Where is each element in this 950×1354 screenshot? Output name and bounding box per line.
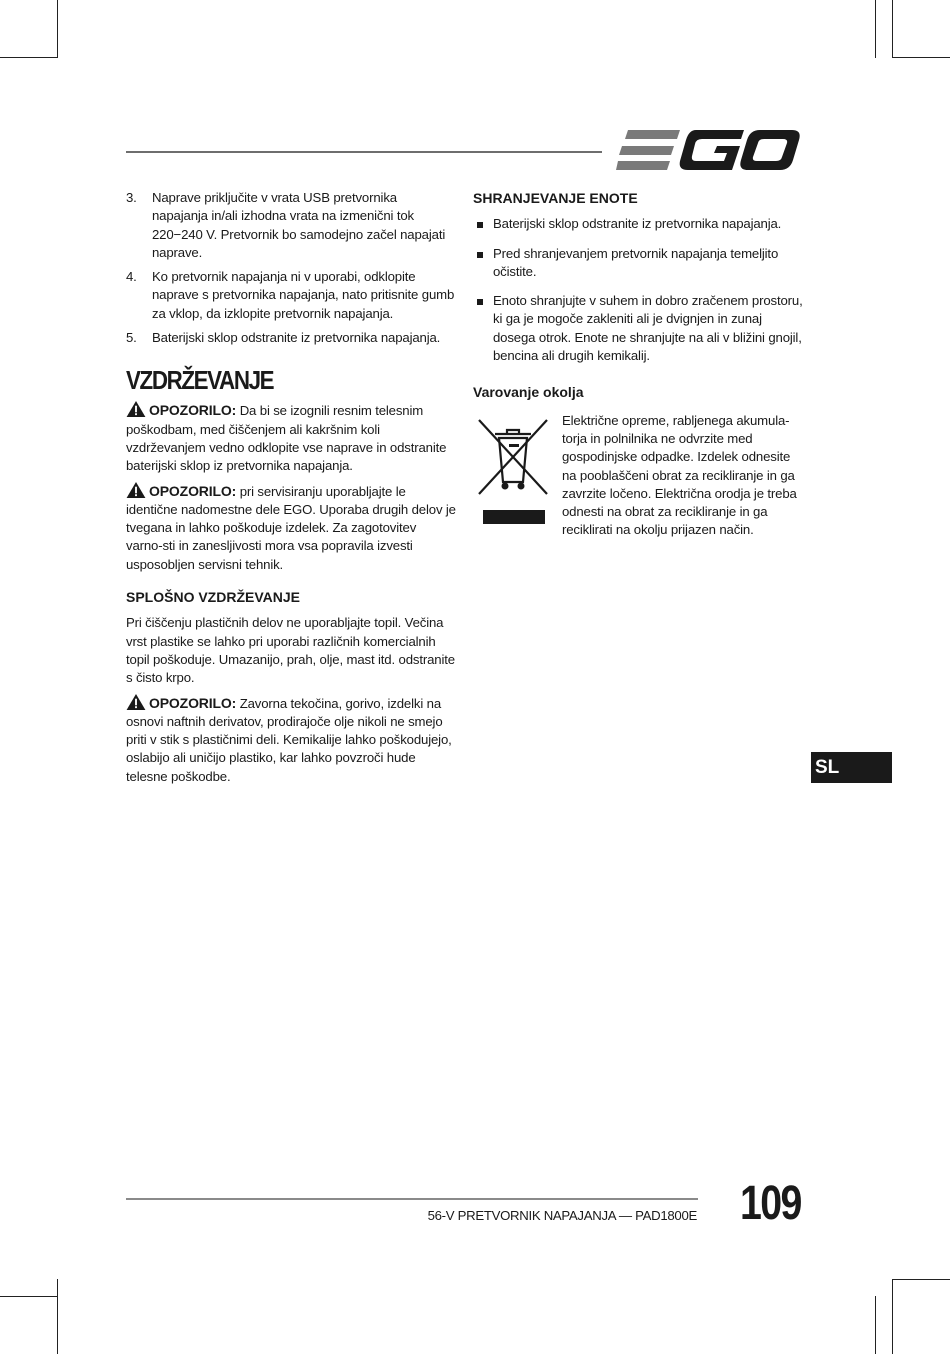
crop-mark xyxy=(57,1279,58,1354)
step-number: 3. xyxy=(126,190,137,205)
warning-triangle-icon xyxy=(126,401,146,417)
list-item xyxy=(473,292,803,365)
warning-text: Da bi se izognili resnim telesnim poškodbam, med čiščenjem ali kakršnim koli vzdrževanjem vedno odklopite vse naprave in odstranite baterijski sklop iz pretvornika napajanja. xyxy=(126,403,447,474)
warning-label: OPOZORILO: xyxy=(149,402,237,419)
list-item xyxy=(473,215,803,233)
crop-mark xyxy=(875,0,876,58)
crop-mark xyxy=(892,1279,950,1280)
step-text: Ko pretvornik napajanja ni v uporabi, odklopite naprave s pretvornika napajanja, nato pritisnite gumb za vklop, da izklopite pretvornik napajanja. xyxy=(152,269,455,321)
crop-mark xyxy=(875,1296,876,1354)
list-item xyxy=(126,329,456,347)
crop-mark xyxy=(0,1296,58,1297)
list-item xyxy=(126,189,456,262)
bullet-icon xyxy=(477,252,483,258)
right-column xyxy=(473,189,803,540)
crop-mark xyxy=(892,57,950,58)
warning-label: OPOZORILO: xyxy=(149,482,237,499)
page-number: 109 xyxy=(740,1177,801,1230)
list-item xyxy=(473,245,803,282)
header-rule xyxy=(126,151,602,153)
warning-label: OPOZORILO: xyxy=(149,694,237,711)
warning-triangle-icon xyxy=(126,482,146,498)
crop-mark xyxy=(57,0,58,58)
crop-mark xyxy=(892,1279,893,1354)
left-column xyxy=(126,189,456,792)
warning-paragraph xyxy=(126,401,456,475)
footer-product-title: 56-V PRETVORNIK NAPAJANJA — PAD1800E xyxy=(427,1208,697,1223)
step-text: Baterijski sklop odstranite iz pretvornika napajanja. xyxy=(152,330,441,346)
warning-paragraph xyxy=(126,694,456,786)
bullet-icon xyxy=(477,222,483,228)
warning-text: Zavorna tekočina, gorivo, izdelki na osnovi naftnih derivatov, prodirajoče olje nikoli ne smejo priti v stik s plastičnimi deli. Kemikalije lahko poškodujejo, oslabijo ali uničijo plastiko, kar lahko povzroči hude telesne poškodbe. xyxy=(126,695,452,784)
warning-paragraph xyxy=(126,482,456,574)
language-tab: SL xyxy=(811,752,892,783)
general-maintenance-heading: SPLOŠNO VZDRŽEVANJE xyxy=(126,589,300,606)
crop-mark xyxy=(0,57,58,58)
environment-section xyxy=(473,412,803,540)
ego-logo xyxy=(616,128,800,172)
list-item xyxy=(126,268,456,323)
crop-mark xyxy=(892,0,893,58)
crossed-out-bin-icon xyxy=(475,416,551,526)
environment-heading: Varovanje okolja xyxy=(473,384,584,401)
step-number: 5. xyxy=(126,330,137,346)
maintenance-heading: VZDRŽEVANJE xyxy=(126,365,274,396)
list-item-text: Enoto shranjujte v suhem in dobro zračenem prostoru, ki ga je mogoče zakleniti ali je dvignjen in zunaj dosega otrok. Enote ne shranjujte na ali v bližini gnojil, bencina ali drugih kemikalij. xyxy=(493,293,803,364)
storage-list xyxy=(473,215,803,365)
footer-rule xyxy=(126,1198,698,1200)
environment-text: Električne opreme, rabljenega akumula-torja in polnilnika ne odvrzite med gospodinjske odpadke. Izdelek odnesite na pooblaščeni obrat za recikliranje in ga zavrzite ločeno. Električna orodja je treba odnesti na obrat za recikliranje in ga reciklirati na okolju prijazen način. xyxy=(562,412,797,538)
general-maintenance-text: Pri čiščenju plastičnih delov ne uporabljajte topil. Večina vrst plastike se lahko pri uporabi različnih komercialnih topil poškoduje. Umazanijo, prah, olje, mast itd. odstranite s čisto krpo. xyxy=(126,615,455,686)
step-text: Naprave priključite v vrata USB pretvornika napajanja in/ali izhodna vrata na izmenični tok 220−240 V. Pretvornik bo samodejno začel napajati naprave. xyxy=(152,190,446,260)
step-number: 4. xyxy=(126,269,137,285)
list-item-text: Baterijski sklop odstranite iz pretvornika napajanja. xyxy=(493,216,782,232)
bullet-icon xyxy=(477,299,483,305)
warning-triangle-icon xyxy=(126,694,146,710)
list-item-text: Pred shranjevanjem pretvornik napajanja temeljito očistite. xyxy=(493,245,779,279)
storage-heading: SHRANJEVANJE ENOTE xyxy=(473,190,638,206)
warning-text: pri servisiranju uporabljajte le identične nadomestne dele EGO. Uporaba drugih delov je tvegana in lahko poškoduje izdelek. Za zagotovitev varno-sti in zanesljivosti mora vsa popravila izvesti usposobljen servisni tehnik. xyxy=(126,483,456,572)
